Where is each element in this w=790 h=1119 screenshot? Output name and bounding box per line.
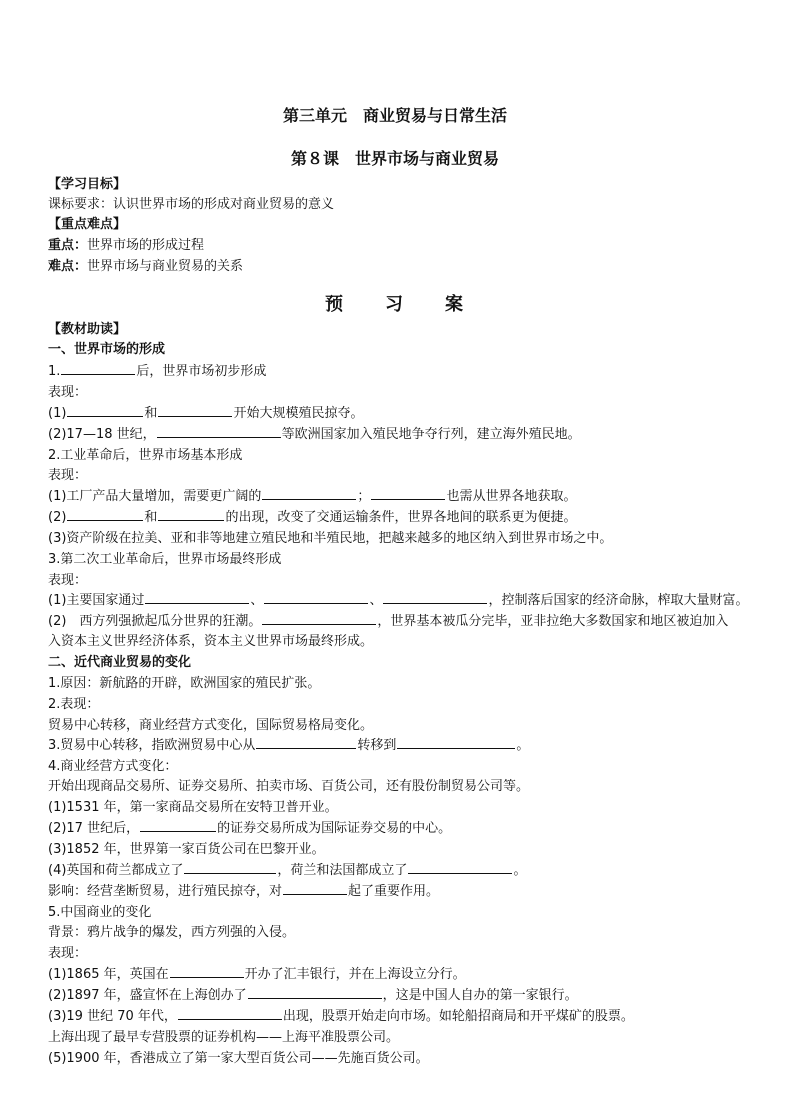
fill-blank[interactable]: [383, 591, 487, 604]
section-2-title: 二、近代商业贸易的变化: [48, 655, 192, 670]
s2-line-16: (2)1897 年，盛宣怀在上海创办了 ，这是中国人自办的第一家银行。: [48, 988, 578, 1003]
s1-line-7: (1)工厂产品大量增加，需要更广阔的 ； 也需从世界各地获取。: [48, 489, 577, 504]
fill-blank[interactable]: [158, 404, 232, 417]
section-1-title: 一、世界市场的形成: [48, 342, 166, 357]
s1-line-6: 表现：: [48, 468, 88, 483]
s1-line-2: 表现：: [48, 385, 88, 400]
s2-line-4: 3.贸易中心转移，指欧洲贸易中心从 转移到 。: [48, 738, 530, 753]
key-point: [48, 236, 204, 256]
s2-line-14: 表现：: [48, 946, 88, 961]
fill-blank[interactable]: [371, 487, 445, 500]
fill-blank[interactable]: [262, 612, 376, 625]
s2-line-12: 5.中国商业的变化: [48, 905, 152, 920]
fill-blank[interactable]: [157, 425, 281, 438]
s1-line-11: 表现：: [48, 573, 88, 588]
s1-line-3: (1) 和 开始大规模殖民掠夺。: [48, 406, 364, 421]
s2-line-8: (2)17 世纪后， 的证券交易所成为国际证券交易的中心。: [48, 821, 452, 836]
s2-line-2: 2.表现：: [48, 697, 100, 712]
difficulty-text: 世界市场与商业贸易的关系: [87, 259, 244, 274]
fill-blank[interactable]: [61, 362, 135, 375]
fill-blank[interactable]: [145, 591, 249, 604]
s2-line-13: 背景：鸦片战争的爆发，西方列强的入侵。: [48, 925, 296, 940]
difficulty-label: 难点：: [48, 259, 88, 274]
s2-line-3: 贸易中心转移，商业经营方式变化，国际贸易格局变化。: [48, 718, 374, 733]
s2-line-6: 开始出现商品交易所、证券交易所、拍卖市场、百货公司，还有股份制贸易公司等。: [48, 779, 530, 794]
fill-blank[interactable]: [158, 508, 224, 521]
s1-line-4: (2)17—18 世纪， 等欧洲国家加入殖民地争夺行列，建立海外殖民地。: [48, 427, 581, 442]
s2-line-18: 上海出现了最早专营股票的证券机构——上海平准股票公司。: [48, 1030, 400, 1045]
fill-blank[interactable]: [67, 404, 143, 417]
s2-line-10: (4)英国和荷兰都成立了 ，荷兰和法国都成立了 。: [48, 863, 527, 878]
fill-blank[interactable]: [248, 986, 382, 999]
fill-blank[interactable]: [256, 736, 356, 749]
s1-line-14: 入资本主义世界经济体系，资本主义世界市场最终形成。: [48, 634, 374, 649]
s1-line-10: 3.第二次工业革命后，世界市场最终形成: [48, 552, 282, 567]
fill-blank[interactable]: [408, 861, 512, 874]
fill-blank[interactable]: [262, 487, 356, 500]
s1-line-1: 1. 后，世界市场初步形成: [48, 364, 267, 379]
fill-blank[interactable]: [67, 508, 143, 521]
reading-heading: 【教材助读】: [48, 322, 127, 337]
lesson-title: 第８课 世界市场与商业贸易: [290, 149, 499, 168]
s2-line-5: 4.商业经营方式变化：: [48, 759, 178, 774]
s2-line-17: (3)19 世纪 70 年代， 出现，股票开始走向市场。如轮船招商局和开平煤矿的股票。: [48, 1009, 634, 1024]
s1-line-5: 2.工业革命后，世界市场基本形成: [48, 448, 243, 463]
curriculum-requirement: 课标要求：认识世界市场的形成对商业贸易的意义: [48, 197, 335, 212]
s2-line-15: (1)1865 年，英国在 开办了汇丰银行，并在上海设立分行。: [48, 967, 466, 982]
objectives-heading: 【学习目标】: [48, 177, 127, 192]
s1-line-8: (2) 和 的出现，改变了交通运输条件，世界各地间的联系更为便捷。: [48, 510, 577, 525]
s2-line-9: (3)1852 年，世界第一家百货公司在巴黎开业。: [48, 842, 325, 857]
fill-blank[interactable]: [264, 591, 368, 604]
s1-line-12: (1)主要国家通过 、 、 ，控制落后国家的经济命脉，榨取大量财富。: [48, 593, 749, 608]
fill-blank[interactable]: [140, 819, 216, 832]
s1-line-9: (3)资产阶级在拉美、亚和非等地建立殖民地和半殖民地，把越来越多的地区纳入到世界市场之中。: [48, 531, 613, 546]
fill-blank[interactable]: [178, 1007, 282, 1020]
s2-line-11: 影响：经营垄断贸易，进行殖民掠夺，对 起了重要作用。: [48, 884, 440, 899]
difficulty-point: [48, 257, 243, 277]
preview-case-title: 预 习 案: [325, 294, 465, 315]
unit-title: 第三单元 商业贸易与日常生活: [282, 106, 507, 125]
key-text: 世界市场的形成过程: [87, 238, 205, 253]
fill-blank[interactable]: [397, 736, 515, 749]
s2-line-19: (5)1900 年，香港成立了第一家大型百货公司——先施百货公司。: [48, 1051, 429, 1066]
fill-blank[interactable]: [170, 965, 244, 978]
s2-line-1: 1.原因：新航路的开辟，欧洲国家的殖民扩张。: [48, 676, 321, 691]
s2-line-7: (1)1531 年，第一家商品交易所在安特卫普开业。: [48, 800, 338, 815]
fill-blank[interactable]: [184, 861, 276, 874]
key-label: 重点：: [48, 238, 88, 253]
keypoints-heading: 【重点难点】: [48, 217, 127, 232]
s1-line-13: (2) 西方列强掀起瓜分世界的狂潮。 ，世界基本被瓜分完毕，亚非拉绝大多数国家和地区被迫加入: [48, 614, 729, 629]
fill-blank[interactable]: [283, 882, 347, 895]
